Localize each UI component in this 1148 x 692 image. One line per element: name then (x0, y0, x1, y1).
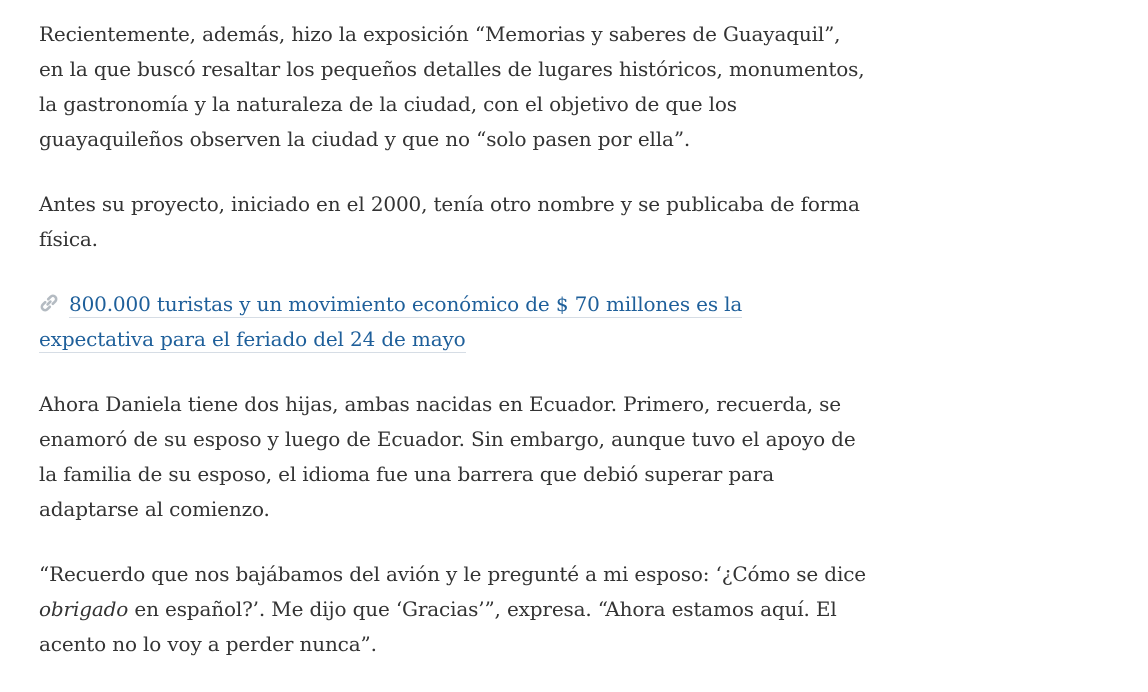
paragraph-daniela: Ahora Daniela tiene dos hijas, ambas nacidas en Ecuador. Primero, recuerda, se enamoró de su esposo y luego de Ecuador. Sin embargo, aunque tuvo el apoyo de la familia de su esposo, el idioma fue una barrera que debió superar para adaptarse al comienzo. (39, 392, 856, 521)
related-article (39, 287, 851, 357)
related-article-link[interactable]: 800.000 turistas y un movimiento económico de $ 70 millones es la expectativa para el feriado del 24 de mayo (39, 292, 743, 351)
paragraph-proyecto: Antes su proyecto, iniciado en el 2000, tenía otro nombre y se publicaba de forma física. (39, 192, 860, 251)
link-icon (39, 293, 59, 313)
article-body (39, 17, 869, 692)
quote-text-start: “Recuerdo que nos bajábamos del avión y le pregunté a mi esposo: ‘¿Cómo se dice (39, 562, 866, 586)
quote-text-end: en español?’. Me dijo que ‘Gracias’”, expresa. “Ahora estamos aquí. El acento no lo voy a perder nunca”. (39, 597, 837, 656)
paragraph-exposicion: Recientemente, además, hizo la exposición “Memorias y saberes de Guayaquil”, en la que buscó resaltar los pequeños detalles de lugares históricos, monumentos, la gastronomía y la naturaleza de la ciudad, con el objetivo de que los guayaquileños observen la ciudad y que no “solo pasen por ella”. (39, 22, 865, 151)
paragraph-quote (39, 557, 869, 662)
quote-italic-word: obrigado (39, 597, 129, 621)
